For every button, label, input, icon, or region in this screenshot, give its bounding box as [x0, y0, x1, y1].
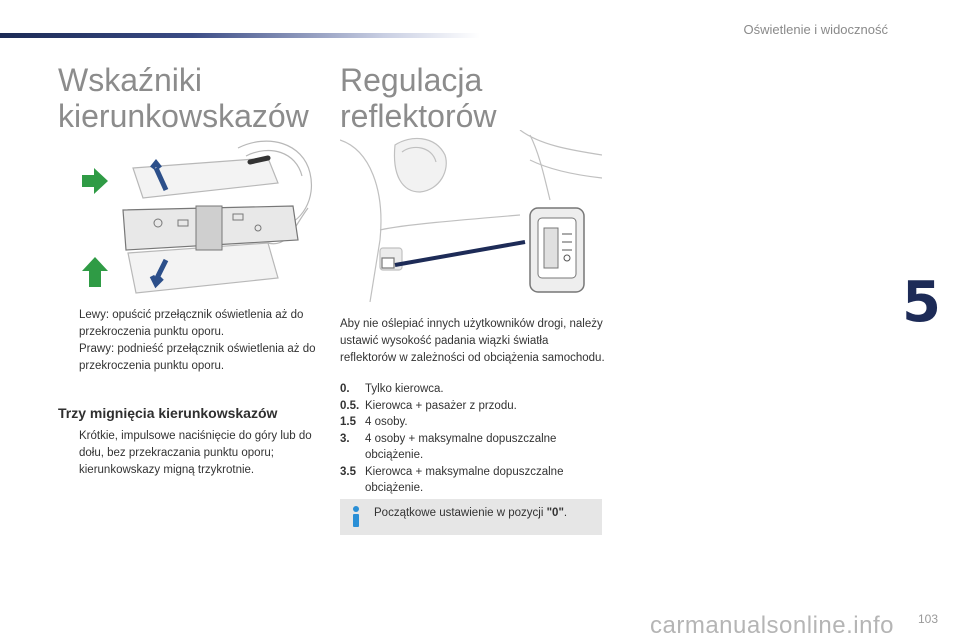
header-accent-bar [0, 33, 480, 38]
right-title-line2: reflektorów [340, 98, 497, 134]
list-item [60, 307, 322, 341]
section-title: Oświetlenie i widoczność [743, 22, 888, 37]
info-prefix: Początkowe ustawienie w pozycji [374, 507, 547, 519]
right-title [340, 62, 497, 134]
level-number: 0.5. [340, 399, 360, 412]
right-title-line1: Regulacja [340, 62, 483, 98]
info-text [374, 507, 567, 519]
info-box [340, 499, 602, 535]
subheading: Trzy mignięcia kierunkowskazów [58, 405, 278, 421]
level-text: 4 osoby. [365, 416, 408, 428]
level-number: 3.5 [340, 465, 356, 478]
level-number: 3. [340, 432, 350, 445]
green-arrow-down-icon [80, 255, 110, 289]
list-item [340, 431, 605, 464]
page-number: 103 [917, 612, 938, 626]
list-item [340, 414, 605, 431]
left-title [58, 62, 309, 134]
level-text: Tylko kierowca. [365, 383, 444, 395]
level-number: 1.5 [340, 416, 356, 428]
indicator-stalk-illustration [118, 128, 318, 300]
list-item [60, 428, 322, 479]
load-levels-list [340, 381, 605, 497]
bullet-text: Krótkie, impulsowe naciśnięcie do góry lub do dołu, bez przekraczania punktu oporu; kierunkowskazy migną trzykrotnie. [79, 430, 312, 476]
list-item [60, 341, 322, 375]
info-value: "0" [546, 507, 564, 519]
headlamp-intro: Aby nie oślepiać innych użytkowników drogi, należy ustawić wysokość padania wiązki światła reflektorów w zależności od obciążenia samochodu. [340, 318, 605, 364]
green-arrow-right-icon [80, 166, 110, 196]
headlamp-adjust-illustration [340, 130, 602, 302]
info-suffix: . [563, 507, 568, 519]
bullet-text: Lewy: opuścić przełącznik oświetlenia aż do przekroczenia punktu oporu. [79, 309, 304, 338]
level-text: Kierowca + maksymalne dopuszczalne obciążenie. [365, 465, 564, 494]
left-title-line1: Wskaźniki [58, 62, 203, 98]
list-item [340, 464, 605, 497]
bullet-text: Prawy: podnieść przełącznik oświetlenia aż do przekroczenia punktu oporu. [79, 343, 316, 372]
info-icon [348, 505, 364, 529]
list-item [340, 381, 605, 398]
left-title-line2: kierunkowskazów [58, 98, 309, 134]
watermark: carmanualsonline.info [650, 612, 894, 639]
level-number: 0. [340, 383, 350, 395]
list-item [340, 398, 605, 415]
triple-flash-bullets [60, 428, 322, 479]
level-text: 4 osoby + maksymalne dopuszczalne obciążenie. [365, 432, 557, 461]
chapter-number: 5 [902, 270, 941, 335]
level-text: Kierowca + pasażer z przodu. [365, 399, 517, 412]
indicator-bullets [60, 307, 322, 375]
